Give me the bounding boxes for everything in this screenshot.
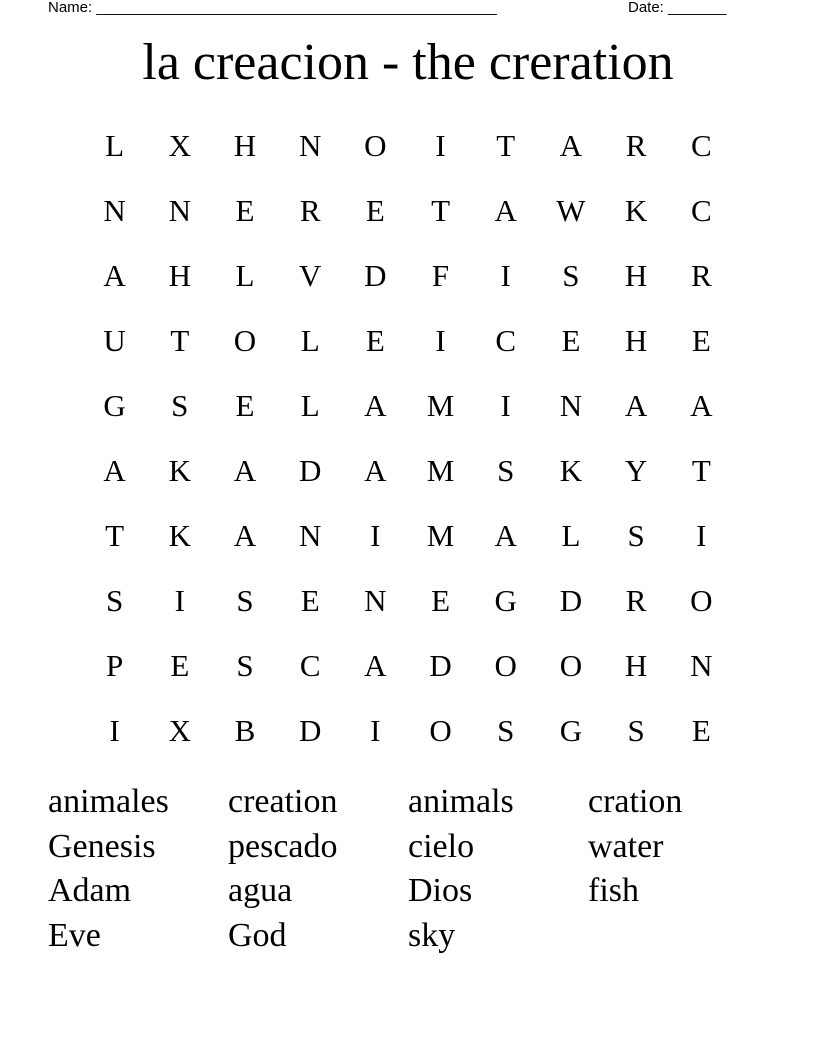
word-list-item: cration [588, 783, 683, 820]
grid-letter: B [234, 712, 256, 748]
grid-letter: L [561, 517, 581, 553]
grid-letter: I [109, 712, 120, 748]
word-list-item: animals [408, 783, 514, 820]
page-title: la creacion - the creration [142, 34, 674, 91]
grid-letter: X [168, 712, 191, 748]
grid-letter: L [300, 387, 320, 423]
grid-letter: S [236, 647, 254, 683]
grid-letter: K [559, 452, 583, 488]
word-list-item: water [588, 827, 664, 865]
grid-letter: O [429, 712, 452, 748]
grid-letter: S [105, 582, 124, 618]
name-field-label: Name: ________________________________________________ [48, 0, 497, 16]
grid-letter: N [559, 387, 583, 423]
grid-letter: N [364, 582, 387, 618]
grid-letter: E [235, 387, 255, 423]
grid-letter: S [236, 582, 254, 618]
grid-letter: K [168, 517, 191, 553]
grid-letter: H [624, 322, 648, 358]
grid-letter: I [370, 712, 381, 748]
grid-letter: T [105, 517, 125, 553]
grid-letter: D [559, 582, 583, 618]
grid-letter: T [170, 322, 190, 358]
grid-letter: D [364, 257, 387, 293]
grid-letter: N [298, 517, 322, 553]
grid-letter: R [690, 257, 712, 293]
word-list-item: fish [588, 872, 639, 910]
grid-letter: E [235, 192, 255, 228]
grid-letter: A [364, 452, 387, 488]
grid-letter: E [561, 322, 581, 358]
word-list-item: Adam [48, 872, 132, 910]
letter-grid [82, 113, 734, 763]
grid-letter: I [500, 257, 511, 293]
grid-letter: I [696, 517, 707, 553]
grid-letter: F [431, 257, 450, 293]
grid-letter: R [299, 192, 321, 228]
grid-letter: K [624, 192, 648, 228]
word-list-item: pescado [228, 827, 338, 865]
grid-letter: L [300, 322, 320, 358]
grid-letter: O [494, 647, 517, 683]
word-list-item: sky [408, 917, 456, 955]
grid-letter: X [168, 127, 191, 163]
grid-letter: R [625, 582, 647, 618]
grid-letter: D [429, 647, 452, 683]
grid-letter: A [364, 647, 387, 683]
grid-letter: S [627, 712, 645, 748]
grid-letter: D [298, 712, 322, 748]
grid-letter: N [168, 192, 191, 228]
grid-letter: A [559, 127, 583, 163]
grid-letter: I [435, 127, 446, 163]
grid-letter: A [103, 452, 126, 488]
grid-letter: K [168, 452, 191, 488]
grid-letter: T [431, 192, 450, 228]
grid-letter: D [298, 452, 322, 488]
grid-letter: N [690, 647, 713, 683]
grid-letter: E [365, 322, 385, 358]
grid-letter: C [690, 127, 712, 163]
grid-letter: H [624, 647, 648, 683]
grid-letter: A [364, 387, 387, 423]
word-list-item: Dios [408, 872, 473, 910]
grid-letter: G [559, 712, 583, 748]
grid-letter: E [170, 647, 190, 683]
grid-letter: T [496, 127, 516, 163]
grid-letter: P [105, 647, 124, 683]
grid-letter: O [690, 582, 713, 618]
word-list-item: cielo [408, 827, 475, 865]
date-field-label: Date: _______ [628, 0, 727, 16]
grid-letter: T [691, 452, 711, 488]
grid-letter: G [494, 582, 517, 618]
grid-letter: S [627, 517, 645, 553]
word-list-item: agua [228, 872, 293, 910]
grid-letter: L [235, 257, 255, 293]
grid-letter: S [562, 257, 580, 293]
grid-letter: A [233, 452, 257, 488]
grid-letter: W [556, 192, 586, 228]
grid-letter: C [299, 647, 321, 683]
grid-letter: N [103, 192, 126, 228]
word-list-item: Genesis [48, 827, 156, 865]
grid-letter: M [426, 387, 455, 423]
grid-letter: A [624, 387, 648, 423]
grid-letter: C [690, 192, 712, 228]
grid-letter: S [497, 452, 515, 488]
grid-letter: A [494, 517, 517, 553]
grid-letter: E [431, 582, 450, 618]
grid-letter: A [494, 192, 517, 228]
grid-letter: I [500, 387, 511, 423]
word-list-item: creation [228, 783, 338, 820]
grid-letter: M [426, 517, 455, 553]
grid-letter: E [365, 192, 385, 228]
grid-letter: O [559, 647, 583, 683]
grid-letter: V [298, 257, 322, 293]
grid-letter: R [625, 127, 647, 163]
grid-letter: E [691, 322, 711, 358]
word-list [48, 780, 768, 959]
word-list-item: Eve [48, 917, 101, 955]
grid-letter: E [300, 582, 320, 618]
grid-letter: H [624, 257, 648, 293]
grid-letter: C [495, 322, 517, 358]
grid-letter: H [233, 127, 257, 163]
grid-letter: S [497, 712, 515, 748]
grid-letter: N [298, 127, 322, 163]
word-list-item: God [228, 917, 287, 955]
grid-letter: S [171, 387, 189, 423]
word-list-item: animales [48, 783, 169, 820]
grid-letter: A [690, 387, 713, 423]
grid-letter: O [233, 322, 257, 358]
grid-letter: I [174, 582, 185, 618]
grid-letter: I [435, 322, 446, 358]
grid-letter: Y [624, 452, 648, 488]
grid-letter: L [105, 127, 125, 163]
grid-letter: G [103, 387, 126, 423]
grid-letter: O [364, 127, 387, 163]
grid-letter: H [168, 257, 191, 293]
grid-letter: E [691, 712, 711, 748]
grid-letter: A [103, 257, 126, 293]
grid-letter: A [233, 517, 257, 553]
grid-letter: U [103, 322, 126, 358]
grid-letter: I [370, 517, 381, 553]
grid-letter: M [426, 452, 455, 488]
